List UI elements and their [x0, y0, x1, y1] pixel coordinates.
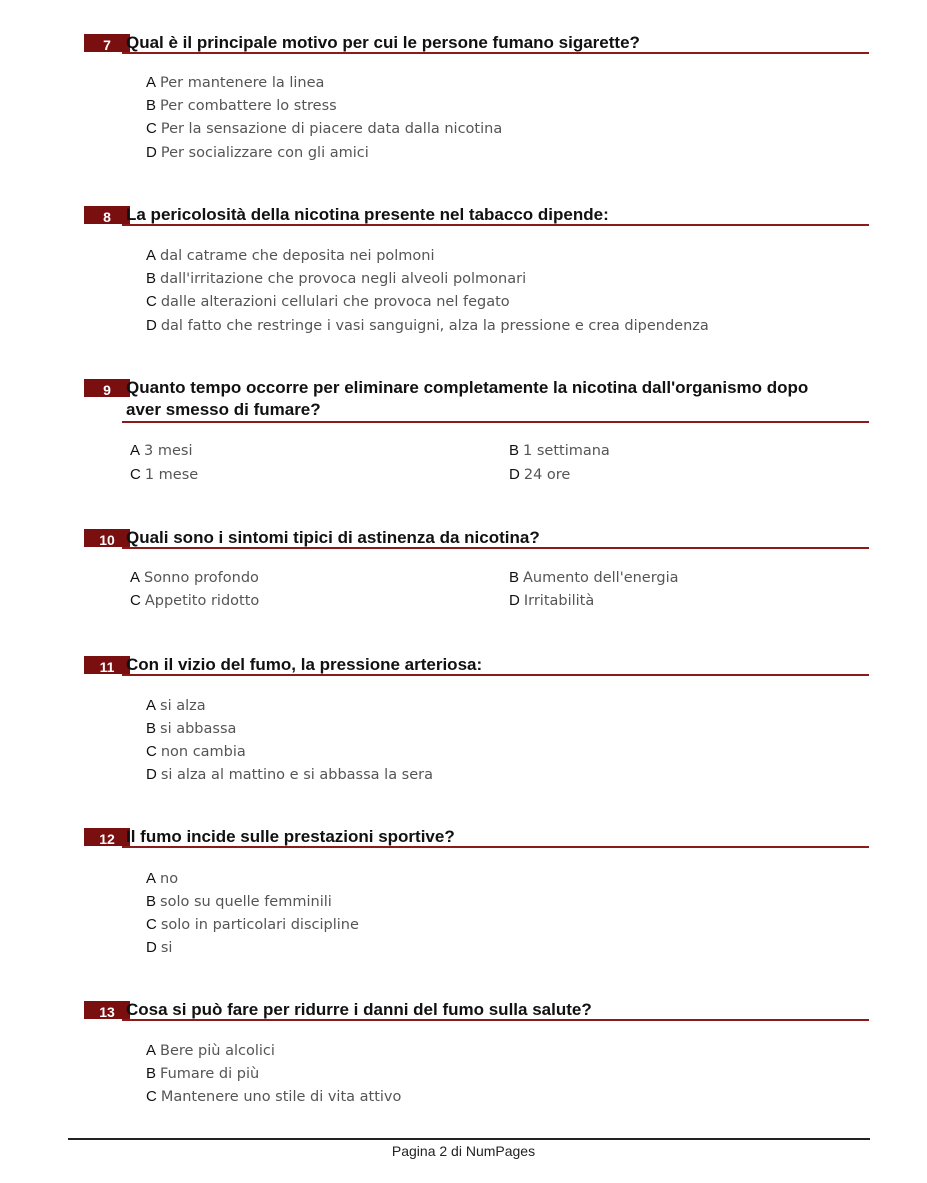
option-d[interactable]: D si [146, 939, 173, 956]
question-number: 10 [84, 529, 130, 547]
option-a[interactable]: A no [146, 870, 179, 887]
question-rule [122, 846, 869, 848]
option-a[interactable]: A Per mantenere la linea [146, 74, 325, 91]
option-c[interactable]: C dalle alterazioni cellulari che provoca nel fegato [146, 293, 510, 310]
option-c[interactable]: C solo in particolari discipline [146, 916, 359, 933]
footer-rule [68, 1138, 870, 1140]
question-10 [0, 527, 927, 549]
option-a[interactable]: A dal catrame che deposita nei polmoni [146, 247, 435, 264]
option-b[interactable]: B Aumento dell'energia [509, 569, 679, 586]
option-c[interactable]: C 1 mese [130, 466, 199, 483]
question-8 [0, 204, 927, 226]
question-header [0, 377, 927, 423]
option-a[interactable]: A 3 mesi [130, 442, 193, 459]
option-c[interactable]: C Appetito ridotto [130, 592, 260, 609]
option-a[interactable]: A si alza [146, 697, 206, 714]
question-rule [122, 421, 869, 423]
option-b[interactable]: B si abbassa [146, 720, 237, 737]
question-number: 11 [84, 656, 130, 674]
option-d[interactable]: D dal fatto che restringe i vasi sanguigni, alza la pressione e crea dipendenza [146, 317, 709, 334]
page-footer: Pagina 2 di NumPages [391, 1143, 536, 1159]
question-12 [0, 826, 927, 848]
question-number: 12 [84, 828, 130, 846]
option-d[interactable]: D Per socializzare con gli amici [146, 144, 369, 161]
question-text: Qual è il principale motivo per cui le persone fumano sigarette? [126, 33, 640, 52]
question-11 [0, 654, 927, 676]
question-header [0, 654, 927, 676]
question-rule [122, 674, 869, 676]
option-c[interactable]: C Per la sensazione di piacere data dalla nicotina [146, 120, 503, 137]
question-number: 9 [84, 379, 130, 397]
option-b[interactable]: B solo su quelle femminili [146, 893, 332, 910]
option-b[interactable]: B Fumare di più [146, 1065, 260, 1082]
question-text: La pericolosità della nicotina presente nel tabacco dipende: [126, 205, 609, 224]
question-number: 7 [84, 34, 130, 52]
question-header [0, 204, 927, 226]
question-header [0, 999, 927, 1021]
question-rule [122, 224, 869, 226]
option-b[interactable]: B Per combattere lo stress [146, 97, 337, 114]
question-header [0, 826, 927, 848]
option-d[interactable]: D si alza al mattino e si abbassa la sera [146, 766, 434, 783]
question-text: Quali sono i sintomi tipici di astinenza da nicotina? [126, 528, 540, 547]
question-text: Con il vizio del fumo, la pressione arteriosa: [126, 655, 483, 674]
question-number: 13 [84, 1001, 130, 1019]
question-header [0, 527, 927, 549]
option-a[interactable]: A Sonno profondo [130, 569, 259, 586]
option-c[interactable]: C non cambia [146, 743, 246, 760]
question-number: 8 [84, 206, 130, 224]
option-b[interactable]: B 1 settimana [509, 442, 610, 459]
option-b[interactable]: B dall'irritazione che provoca negli alveoli polmonari [146, 270, 527, 287]
question-7 [0, 32, 927, 54]
question-9 [0, 377, 927, 423]
question-rule [122, 1019, 869, 1021]
option-a[interactable]: A Bere più alcolici [146, 1042, 275, 1059]
option-d[interactable]: D 24 ore [509, 466, 571, 483]
option-d[interactable]: D Irritabilità [509, 592, 595, 609]
question-text: Quanto tempo occorre per eliminare completamente la nicotina dall'organismo dopo aver smesso di fumare? [126, 378, 809, 419]
question-rule [122, 547, 869, 549]
question-text: Il fumo incide sulle prestazioni sportive? [126, 827, 455, 846]
question-rule [122, 52, 869, 54]
question-header [0, 32, 927, 54]
option-c[interactable]: C Mantenere uno stile di vita attivo [146, 1088, 402, 1105]
question-text: Cosa si può fare per ridurre i danni del fumo sulla salute? [126, 1000, 592, 1019]
question-13 [0, 999, 927, 1021]
